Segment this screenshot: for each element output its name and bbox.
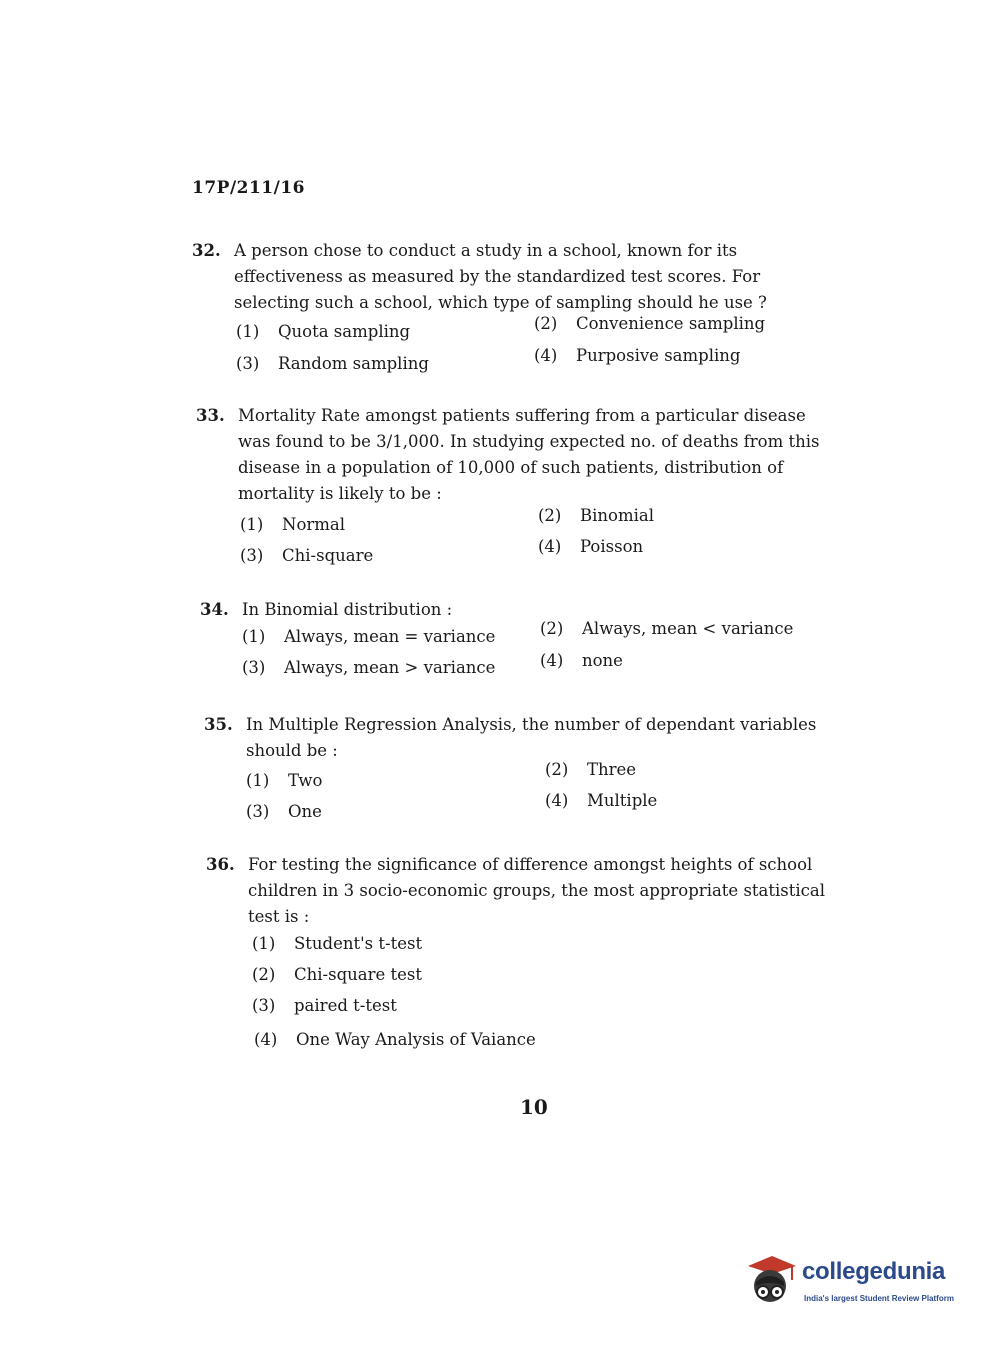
question-text: In Binomial distribution : [242, 600, 453, 619]
question-number: 33. [196, 406, 225, 425]
collegedunia-logo [742, 1248, 967, 1312]
paper-code: 17P/211/16 [192, 178, 306, 198]
page-number: 10 [520, 1095, 548, 1119]
question-text: A person chose to conduct a study in a school, known for its effectiveness as measured by the standardized test scores. For selecting such a school, which type of sampling should he use ? [234, 241, 767, 312]
question-number: 32. [192, 241, 221, 260]
option-34-1: (1) Always, mean = variance [242, 627, 496, 646]
option-34-3: (3) Always, mean > variance [242, 658, 496, 677]
question-text: Mortality Rate amongst patients suffering from a particular disease was found to be 3/1,000. In studying expected no. of deaths from this disease in a population of 10,000 of such patients, distribution of mortality is likely to be : [238, 406, 820, 503]
option-35-2: (2) Three [545, 760, 637, 779]
option-33-3: (3) Chi-square [240, 546, 374, 565]
question-number: 36. [206, 855, 235, 874]
option-33-1: (1) Normal [240, 515, 346, 534]
option-34-4: (4) none [540, 651, 623, 670]
option-32-3: (3) Random sampling [236, 354, 429, 373]
option-33-4: (4) Poisson [538, 537, 644, 556]
option-32-1: (1) Quota sampling [236, 322, 411, 341]
question-text: In Multiple Regression Analysis, the number of dependant variables should be : [246, 715, 817, 760]
option-33-2: (2) Binomial [538, 506, 655, 525]
logo-tagline: India's largest Student Review Platform [804, 1294, 954, 1303]
question-number: 34. [200, 600, 229, 619]
option-35-1: (1) Two [246, 771, 323, 790]
logo-wordmark: collegedunia [802, 1258, 946, 1285]
option-36-1: (1) Student's t-test [252, 934, 423, 953]
question-number: 35. [204, 715, 233, 734]
option-35-4: (4) Multiple [545, 791, 658, 810]
option-34-2: (2) Always, mean < variance [540, 619, 794, 638]
option-36-2: (2) Chi-square test [252, 965, 422, 984]
option-35-3: (3) One [246, 802, 322, 821]
option-36-4: (4) One Way Analysis of Vaiance [254, 1030, 536, 1049]
option-36-3: (3) paired t-test [252, 996, 397, 1015]
mascot-icon [742, 1252, 798, 1310]
option-32-4: (4) Purposive sampling [534, 346, 741, 365]
question-text: For testing the significance of difference amongst heights of school children in 3 socio-economic groups, the most appropriate statistical test is : [248, 855, 826, 926]
option-32-2: (2) Convenience sampling [534, 314, 766, 333]
